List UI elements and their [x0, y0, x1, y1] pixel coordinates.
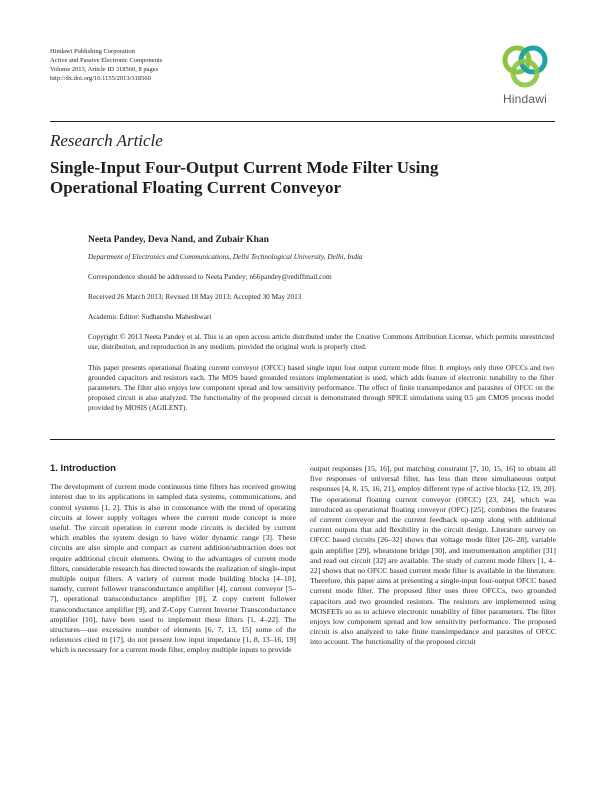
- hindawi-logo: [494, 42, 556, 108]
- paper-title-line-2: Operational Floating Current Conveyor: [50, 178, 342, 197]
- body-column-left: [50, 464, 296, 656]
- logo-wordmark: Hindawi: [502, 92, 548, 106]
- journal-name: Active and Passive Electronic Components: [50, 57, 163, 64]
- academic-editor: Academic Editor: Sudhanshu Maheshwari: [88, 312, 212, 321]
- abstract-rule: [50, 439, 555, 440]
- journal-masthead: [50, 47, 310, 83]
- correspondence: Correspondence should be addressed to Neeta Pandey; n66pandey@rediffmail.com: [88, 272, 332, 281]
- body-column-right: [310, 464, 556, 648]
- intro-paragraph-left: The development of current mode continuous time filters has received growing interest due to its applications in sampled data systems, communications, and control systems [1, 2]. This is also in consonance with the trend of operating circuits at lower supply voltages where the current mode concept is more useful. The circuit operation in current mode circuits is decided by current which enables the system design to have wider dynamic range [3]. These circuits are also simple and compact as current addition/subtraction does not require additional circuit elements. Owing to the advantages of current mode filters, considerable research has directed towards the realization of single-input multiple output filters. A variety of current mode building blocks [4–10], namely, current follower transconductance amplifier [4], current conveyor [5–7], operational transconductance amplifier [8], Z copy current follower transconductance amplifier [9], and Z-Copy Current Inverter Transconductance amplifier [10], have been used to implement these filters [1, 4–22]. The structures—use excessive number of elements [6, 7, 13, 15] some of the references cited in [17], do not present low input impedance [1, 8, 13–16, 19] which is necessary for a current mode filter, employ multiple inputs to provide: [50, 482, 296, 655]
- abstract: This paper presents operational floating current conveyor (OFCC) based single input four output current mode filter. It employs only three OFCCs and two grounded capacitors and resistors each. The MOS based grounded resistors implementation is used, which adds feature of electronic tunability to the filter parameters. The filter also enjoys low component spread and low sensitivity performance. The effect of finite transimpedance and parasites of OFCC on the proposed circuit is also analyzed. The functionality of the proposed circuit is demonstrated through SPICE simulations using 0.5 µm CMOS process model provided by MOSIS (AGILENT).: [88, 363, 554, 412]
- publisher-name: Hindawi Publishing Corporation: [50, 48, 135, 55]
- paper-title-line-1: Single-Input Four-Output Current Mode Filter Using: [50, 158, 439, 177]
- copyright-notice: Copyright © 2013 Neeta Pandey et al. This is an open access article distributed under the Creative Commons Attribution License, which permits unrestricted use, distribution, and reproduction in any medium, provided the original work is properly cited.: [88, 332, 554, 351]
- paper-title: [50, 158, 530, 198]
- article-type: Research Article: [50, 131, 163, 150]
- volume-info: Volume 2013, Article ID 318560, 8 pages: [50, 66, 159, 73]
- hindawi-logo-icon: [494, 42, 556, 92]
- publication-dates: Received 26 March 2013; Revised 18 May 2013; Accepted 30 May 2013: [88, 292, 302, 301]
- affiliation: Department of Electronics and Communications, Delhi Technological University, Delhi, India: [88, 252, 363, 261]
- section-heading: 1. Introduction: [50, 464, 116, 474]
- intro-paragraph-right: output responses [15, 16], put matching constraint [7, 10, 15, 16] to obtain all five responses of universal filter, has less than three simultaneous output responses [4, 8, 15, 16, 21], employ different type of active blocks [12, 19, 20]. The operational floating current conveyor (OFCC) [23, 24], which was introduced as operational floating conveyor (OFC) [25], combines the features of current conveyor and the current feedback op-amp along with additional current outputs that add flexibility in the circuit design. Literature survey on OFCC based circuits [26–32] shows that voltage mode filter [26–28], variable gain amplifier [29], wheatstone bridge [30], and instrumentation amplifier [31] and read out circuit [32] are available. The study of current mode filters [1, 4–22] shows that no OFCC based current mode filter is available in the literature. Therefore, this paper aims at presenting a single-input four-output OFCC based current mode filter. The proposed filter uses three OFCCs, two grounded capacitors and two grounded resistors. The resistors are implemented using MOSFETs so as to achieve electronic tunability of filter parameters. The filter enjoys low component spread and low sensitivity performance. The proposed circuit is also analyzed to take finite transimpedance and parasites of OFCC into account. The functionality of the proposed circuit: [310, 464, 556, 647]
- author-list: Neeta Pandey, Deva Nand, and Zubair Khan: [88, 235, 269, 245]
- header-rule: [50, 121, 555, 122]
- doi-link[interactable]: http://dx.doi.org/10.1155/2013/318560: [50, 75, 151, 82]
